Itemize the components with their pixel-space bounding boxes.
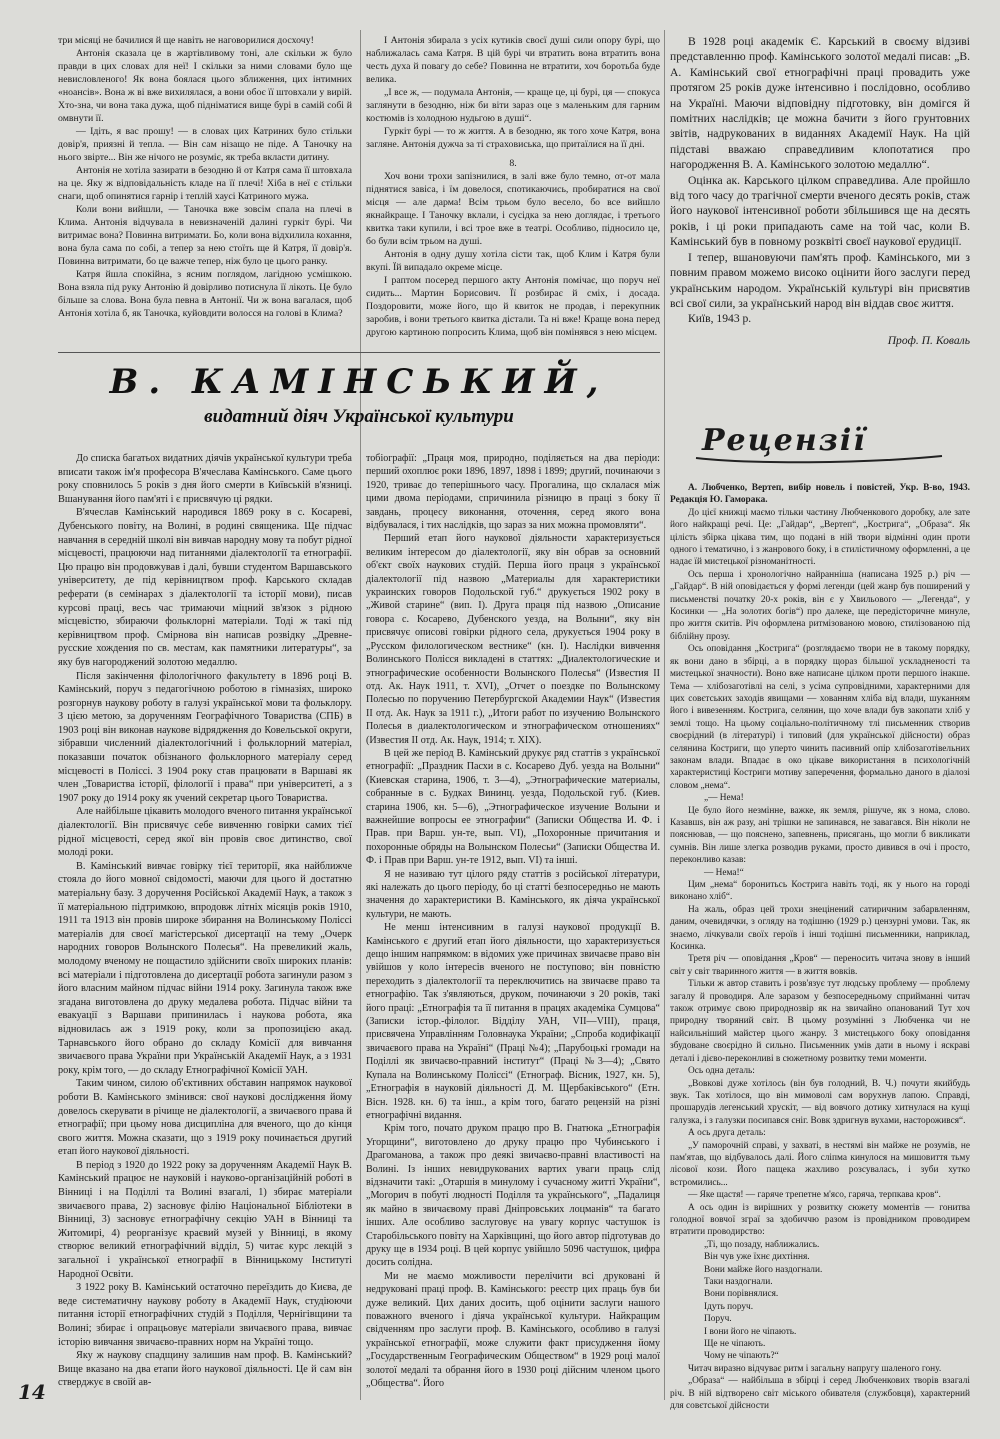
quote-line: Ще не чіпають. <box>704 1339 766 1350</box>
paragraph: З 1922 року В. Камінський остаточно переїздить до Києва, де веде систематичну наукову роботу в Академії Наук, студіюючи питання історії етнографічних студій з Поділля, Чернігівщини та Волині; збирає і опрацьовує матеріали звичаєвого права, вивчає історію вивчання звичаєво-правних норм на Україні тощо. <box>58 1282 352 1348</box>
paragraph: Але найбільше цікавить молодого вченого питання української діалектології. Він присвячує себе вивченню говірки самих тієї рідної місцевості, серед якої він провів своє дитинство, свої молоді роки. <box>58 806 352 859</box>
paragraph: В'ячеслав Камінський народився 1869 року в с. Косареві, Дубенського повіту, на Волині, в родині священика. Ще підчас навчання в середній школі він вивчав народну мову та побут рідної місцевості, працюючи над питаннями діалектології та етнографії. Цю працю він продовжував і далі, бувши студентом Варшавського університету, де під керівництвом проф. Карського складав реферати (в семінарах з діалектології та історії мови), писав курсові праці, весь час тримаючи міцний зв'язок з рідною місцевістю, збираючи фольклорні матеріали. Тоді ж такі під керівництвом проф. Смірнова він написав розвідку „Древне-русские хождения по св. местам, как памятники литературы“, за яку був нагороджений золотою медаллю. <box>58 507 352 668</box>
paragraph: „У паморочній справі, у захваті, в нестямі він майже не розумів, не пам'ятав, що відбувалось далі. Його сліпма кинулося на мишовиття тьму лісової кози. Його пащека жахливо розсувалась, і зуби хутко встромились... <box>670 1140 970 1188</box>
review-column <box>670 482 970 1412</box>
paragraph: Я не називаю тут цілого ряду статтів з російської літератури, які належать до цього періоду, бо ці статті безпосередньо не мають значення до характеристики В. Камінського, як діяча української культури, не мають. <box>366 868 660 920</box>
paragraph: Антонія в одну душу хотіла сісти так, щоб Клим і Катря були вкупі. Їй випадало окреме місце. <box>366 249 660 273</box>
article-column-1 <box>58 452 352 1390</box>
paragraph: Яку ж наукову спадщину залишив нам проф. В. Камінський? Вище вказано на два етапи його наукової діяльності. Це й сам він стверджує в своїй ав- <box>58 1350 352 1389</box>
paragraph: Ось одна деталь: <box>688 1066 755 1077</box>
paragraph: На жаль, образ цей трохи знецінений сатиричним забарвленням, даним, очевидячки, з огляду на тодішню (1929 р.) цензурні умови. Так, як знаємо, лічкували своїх героїв і інші тодішні письменники, наприклад, Косинка. <box>670 904 970 953</box>
paragraph: В. Камінський вивчає говірку тієї території, яка найближче стояла до його мовної свідомості, маючи для цього й достатню матеріальну базу. З доручення Російської Академії Наук, а також з її матеріальною підтримкою, впродовж літніх місяців років 1910, 1911 та 1913 він провів широке збирання на Волинському Поліссі матеріалів для своєї магістерської дисертації на тему „Очерк народних говоров Волынского Полесья“. На превеликий жаль, молодому вченому не пощастило здійснити своїх широких планів: всі матеріали і підготовлена до дисертації робота загинули разом з його власним майном підчас війни 1914 року. Загинула також вже згадана виготовлена до друку медалева робота. Підчас війни та евакуації з Варшави припинилась і наукова робота, яка відновилась аж з 1919 року, коли за пропозицією акад. Тарнавського його обрано до складу Комісії для вивчання звичаєвого права України при Українській Академії Наук, а з 1931 року, крім того, — до складу Етнографічної Комісії УАН. <box>58 860 352 1076</box>
review-section-title <box>690 418 950 474</box>
quote-line: Поруч. <box>704 1314 732 1325</box>
paragraph: Читач виразно відчуває ритм і загальну напругу шаленого гону. <box>688 1363 942 1374</box>
paragraph: Не менш інтенсивним в галузі наукової продукції В. Камінського є другий етап його діяльности, що характеризується дещо іншим напрямком: в відомих уже причинах звичаєве право він увійшов у коло інтересів вченого не поступово; він повністю переходить з діалектології та переключитись на звичаєве право та етнографію. Так з'являються, друком, починаючи з 20 років, такі його праці: „Етнографія та її питання в працях академіка Сумцова“ (Записки істор.-філолог. Відділу УАН, VII—VIII), праця, присвячена Управлінням Головнаука України; „Спроба кодифікації звичаєвого права на Україні“ (Праці №4); „Парубоцькі громади на Поділлі як звичаєво-правний інститут“ (Праці №3—4); „Свято Купала на Волинському Поліссі“ (Етнограф. Вісник, 1927, кн. 5), „Етнографія в науковій діяльності Д. М. Щербаківського“ (Етн. Вісн. 1928. кн. 6) та інш., а крім того, багато рецензій на різні етнографічні видання. <box>366 922 660 1121</box>
paragraph: „Образа“ — найбільша в збірці і серед Любченкових творів взагалі річ. В ній відтворено світ міського обивателя (службовця), характерний для совєтської дійсности <box>670 1376 970 1412</box>
paragraph: Цим „нема“ боронитьсь Кострига навіть тоді, як у нього на городі виконано хліб“. <box>670 880 970 903</box>
paragraph: три місяці не бачилися й ще навіть не наговорилися досхочу! <box>58 35 314 46</box>
paragraph: Тільки ж автор ставить і розв'язує тут людську проблему — проблему загалу й проводиря. Але заразом у безпосередньому сприйманні читач також отримує свою природнозвір як на звичайно опанований Тут хоч природну творяний світ. В цьому розумінні з Любченка чи не найсильніший майстер цього жанру. З мистецького боку оповідання збудоване своєрідно й сильно. Письменник умів дати в ньому і яскраві деталі і дієво-переконливі в сюжетному розвитку теми моменти. <box>670 979 970 1064</box>
paragraph: Ось перша і хронологічно найранніша (написана 1925 р.) річ — „Гайдар“. В ній оповідається у формі легенди (цей жанр був поширений у письменстві початку 20-х років, він є у Хвильового — „Легенда“, у Косинки — „На золотих богів“) про далеке, ще передісторичне минуле, про життя скитів. Річ оформлена ритмізованою мовою, стилізованою під біблійну прозу. <box>670 569 970 642</box>
paragraph: Третя річ — оповідання „Кров“ — переносить читача знову в інший світ у світ тваринного життя — в життя вовків. <box>670 954 970 977</box>
divider <box>58 352 660 353</box>
paragraph: Гуркіт бурі — то ж життя. А в безодню, як того хоче Катря, вона загляне. Антонія дужча за ті страховиська, що притаїлися на її дні. <box>366 126 660 150</box>
paragraph: Таким чином, силою об'єктивних обставин напрямок наукової роботи В. Камінського змінився: свої наукові дослідження йому довелось скерувати в річище не діалектології, а звичаєвого права й етнографії; при цьому нова дисципліна для вченого, що до кінця свого життя. Можна сказати, що з 1919 року починається другий етап його наукової діяльності. <box>58 1078 352 1158</box>
paragraph: Перший етап його наукової діяльности характеризується великим інтересом до діалектології, яку він обрав за основний об'єкт своїх наукових студій. Перша його праця з української діалектології під назвою „Материалы для характеристики украинских говоров Подольской губ.“ друкується 1902 року в „Живой старине“ (вип. I). Друга праця під назвою „Описание говора с. Косарево, Дубенского уезда, на Волыни“, яку він присвячує описові говірки рідного села, друкується 1904 року в „Русском филологическом вестнике“ (кн. I). Наслідки вивчення Волинського Полісся викладені в статтях: „Диалектологические и этнографические особенности Волынского Полесья“ (Известия II отд. Ак. Наук 1911, т. XVI), „Отчет о поездке по Волынскому Полесью по поручению Петербургской Академии Наук“ (Известия II отд. Ак. Наук за 1911 г.), „Итоги работ по изучению Волынского Полесья в диалектологическом и этнографическом отношениях“ (Известия II отд. Ак. Наук, 1914; т. XIX). <box>366 533 660 746</box>
review-book-line: А. Любченко, Вертеп, вибір новель і повістей, Укр. В-во, 1943. Редакція Ю. Гаморака. <box>670 483 970 506</box>
paragraph: Антонія сказала це в жартівливому тоні, але скільки ж було правди в цих словах для неї! І скільки за ними словами було ще невисловленого! Як вона боялася цього зближення, цих інтимних «ноансів». Вона ж ві вже вихилялася, а вони обоє її штовхали у вирій. Хто-зна, чи вона така дужа, щоб підніматися вище бурі в самій собі й омвнути її. <box>58 48 352 124</box>
paragraph: Після закінчення філологічного факультету в 1896 році В. Камінський, поруч з педагогічною роботою в гімназіях, широко розгорнув наукову роботу в галузі української мови та фольклору. З цією метою, за дорученням Географічного Товариства (СПБ) в 1903 році він виконав наукове відрядження до Ковельської округи, зібравши численний діалектологічний і фольклорний матеріал, показавши початок обізнаного фольклорного матеріалу серед місцевості в Поліссі. З 1904 року став працювати в Варшаві як член „Товариства історії, філології і права“ при університеті, а з 1907 року до 1914 року як учений секретар цього Товариства. <box>58 670 352 804</box>
quote-line: Таки наздогнали. <box>704 1277 773 1287</box>
quote-line: Він чув уже їхнє дихтіння. <box>704 1252 810 1263</box>
column-divider <box>664 30 665 1400</box>
paragraph: — Яке щастя! — гаряче трепетне м'ясо, гаряча, терпкава кров“. <box>688 1190 941 1201</box>
paragraph: Ми не маємо можливости перелічити всі друковані й недруковані праці проф. В. Камінського: реєстр цих праць був би дуже великий. Цих даних досить, щоб оцінити заслуги нашого поважного вченого і діяча української культури. Найкращим свідченням про заслуги проф. В. Камінського, особливо в галузі української етнографії, може служити факт присудження йому „Государственным Географическим Обществом“ в 1929 році малої золотої медалі та обрання його в 1930 році дійсним членом цього „Общества“. Його <box>366 1270 660 1390</box>
paragraph: Ось оповідання „Кострига“ (розглядаємо твори не в такому порядку, як вони дано в збірці, а в порядку щораз більшої ускладненості та мистецької значности). Воно вже написане цілком проти першого інакше. Тема — хлібозаготівлі на селі, з усіма супровідними, характерними для цих совєтських заходів явищами — хованням хліба від влади, шуканням його і вивезенням. Кострига, селянин, що хоче влади був закопати хліб у землі тощо. На цьому соціально-політичному тлі письменник створив своєрідний (в літературі) і типовий (для української дійсности) образ селянина Костриги, що уперто чинить пасивний опір хлібозаготівельних законам влади. Впадає в око цікаве використання в психологічній характеристиці Костриги мотиву заперечення, формально даного в діалозі словом „нема“. <box>670 644 970 791</box>
article-column-2 <box>366 452 660 1390</box>
quote-line: Вони майже його наздогнали. <box>704 1264 823 1275</box>
paragraph: тобіографії: „Праця моя, природно, поділяється на два періоди: перший охоплює роки 1896, 1897, 1898 і 1899; другий, починаючи з 1920, триває до теперішнього часу. Прогалина, що склалася між цими двома періодами, спричинила різницю в праці з боку її завдань, процесу виконання, оточення, серед якого вона відбувалася, і тих наслідків, що зараз за них можна промовляти“. <box>366 453 660 532</box>
paragraph: Катря йшла спокійна, з ясним поглядом, лагідною усмішкою. Вона взяла під руку Антонію й довірливо потиснула її лікоть. Це було більше за слова. Вона була певна в Антонії. Чи ж вона вагалася, щоб Антонія хотіла б, як Таночка, куйовдити волосся на голові в Клима? <box>58 269 352 319</box>
column-divider <box>360 30 361 1400</box>
article-continuation-right <box>670 34 970 348</box>
review-title-text: Рецензії <box>702 423 867 458</box>
quote-line: І вони його не чіпають. <box>704 1326 797 1337</box>
paragraph: А ось один із вирішних у розвитку сюжету моментів — гонитва голодної вовчої зграї за здобиччю разом із провідником проводирем втратити проводирство: <box>670 1202 970 1238</box>
story-column-middle <box>366 34 660 339</box>
paragraph: — Ідіть, я вас прошу! — в словах цих Катриних було стільки довір'я, приязні й тепла. — Він сам нізащо не піде. А Таночку на нього звірте... Він же нічого не розуміє, як треба вкласти дитину. <box>58 126 352 163</box>
paragraph: В цей же період В. Камінський друкує ряд статтів з української етнографії: „Праздник Пасхи в с. Косарево Дуб. уезда на Волыни“ (Киевская старина, 1906, т. 3—4), „Этнографические материалы, собранные в с. Будках Вининц. уезда, Подольской губ. (Киев. старина 1906, кн. 5—6), „Этнографическое изучение Волыни и важнейшие вопросы ее этнографии“ (Записки Общества И. Ф. і Прав. при Варш. ун-те, вып. VI), „Похоронные причитания и похоронные обряды на Волынском Полесьи“ (Записки Общества И. Ф. і Прав при Варш. ун-те 1912, вып. VI) та інші. <box>366 747 660 867</box>
paragraph: „Вовкові дуже хотілось (він був голодний, В. Ч.) почути якийбудь звук. Так хотілося, що він мимоволі сам ворухнув лапою. Справді, прошарудів легенський хрускіт, — від вовчого дотику хитнулася на кущі галузка, і з галузки посипався сніг. Вовк здригнув вухами, насторожився“. <box>670 1078 970 1126</box>
story-column-left <box>58 34 352 320</box>
dateline: Київ, 1943 р. <box>688 312 752 326</box>
paragraph: А ось друга деталь: <box>688 1128 766 1139</box>
paragraph: Оцінка ак. Карського цілком справедлива. Але пройшло від того часу до трагічної смерти вченого десять років, стаж його наукової інтенсивної роботи збільшився ще на десять років, і ці роки припадають саме на той час, коли В. Камінський був в повному розквіті своєї наукової ерудиції. <box>670 173 970 249</box>
paragraph: Коли вони вийшли, — Таночка вже зовсім спала на плечі в Клима. Антонія відчувала в невизначеній далині гуркіт бурі. Чи витримає вона? Повинна витримати. Бо, коли вона відхилила кохання, вона була сама по собі, а тепер за нею стоїть ще й Катря, її довір'я. Повинна витримати, бо це важче тепер, ніж було це цього ранку. <box>58 204 352 267</box>
paragraph: І раптом посеред першого акту Антонія помічає, що поруч неї сидить... Мартин Борисович. Її розбирає й сміх, і досада. Поздоровити, може його, що й квиток не продав, і перекупник заробив, і вони третього квитка дістали. Та ні вже! Краще вона перед другою картиною попросить Клима, щоб він помінявся з нею місцем. <box>366 275 660 338</box>
page-number: 14 <box>18 1380 46 1404</box>
quote-line: — Нема!“ <box>704 867 744 878</box>
quote-line: Чому не чіпають?“ <box>704 1351 779 1362</box>
section-number: 8. <box>509 158 517 169</box>
paragraph: До цієї книжці маємо тільки частину Любченкового доробку, але зате його найкращі речі. Це: „Гайдар“, „Вертеп“, „Кострига“, „Образа“. Як цілість збірка цікава тим, що подані в ній твори відмінні один проти одного і тематично, і з жанрового боку, і в стилістичному оформленні, а це надає їй мистецької різноманітності. <box>670 507 970 568</box>
paragraph: До списка багатьох видатних діячів української культури треба вписати також ім'я професора В'ячеслава Камінського. Саме цього року сповнилось 5 років з дня його смерти в Київській в'язниці. Вшанування його пам'яті і є присвячую ці рядки. <box>58 453 352 505</box>
paragraph: І Антонія збирала з усіх кутиків своєї душі сили опору бурі, що наближалась сама Катря. В цій бурі чи втратить вона втратить вона честь духа й повагу до себе? Повинна не втратити, хоч боротьба буде велика. <box>366 35 660 85</box>
quote-line: Вони порівнялися. <box>704 1289 779 1300</box>
article-subheadline: видатний діяч Української культури <box>204 406 514 427</box>
author-signature: Проф. П. Коваль <box>887 333 970 347</box>
paragraph: І тепер, вшановуючи пам'ять проф. Камінського, ми з повним правом можемо високо оцінити його заслуги перед українським народом. Українській культурі він присвятив всі свої сили, за український народ він віддав своє життя. <box>670 250 970 310</box>
quote-line: „— Нема! <box>704 793 744 804</box>
quote-line: Ідуть поруч. <box>704 1301 754 1312</box>
paragraph: В період з 1920 до 1922 року за дорученням Академії Наук В. Камінський працює не науковій і науково-організаційній роботі в Вінниці і на Поділлі та Волині взагалі, 1) збирає матеріали звичаєвого права, 2) засновує філію Національної Бібліотеки в Вінниці, 3) засновує етнографічну секцію УАН в Вінниці та Житомирі, 4) реорганізує краєвий музей у Вінниці, в якому створює великий етнографічний відділ, 5) читає курс лекцій з загальної і української етнографії в Вінницькому Інституті Народної Освіти. <box>58 1159 352 1280</box>
paragraph: Це було його незмінне, важке, як земля, рішуче, як з нома, слово. Казавшs, він аж разу, ані трішки не запинався, не завагався. Він ніколи не пояснював, — що пояснено, запевнень, присягань, що могли б викликати сумнів. Він лише злегка розводив руками, просто дивився в очі і просто, переконливо казав: <box>670 805 970 866</box>
paragraph: В 1928 році академік Є. Карський в своєму відзиві представленню проф. Камінського золотої медалі писав: „В. А. Камінський свої етнографічні праці провадить уже протягом 25 років дуже інтенсивно і послідовно, особливо на Україні. Маючи відповідну підготовку, він домігся й помітних наслідків; це можна бачити з його грунтовних звітів, надрукованих в виданнях Академії Наук. На цій підставі вважаю справедливим клопотатися про нагородження В. А. Камінського золотою медаллю“. <box>670 35 970 172</box>
paragraph: „І все ж, — подумала Антонія, — краще це, ці бурі, ця — спокуса заглянути в безодню, ніж би віти зараз оце з маленьким для гарним костюмів із холодною нудьгою в душі“. <box>366 87 660 124</box>
paragraph: Антонія не хотіла зазирати в безодню й от Катря сама її штовхала на це. Яку ж відповідальність кладе на її плечі! Хіба в неї є стільки снаги, щоб опинятися гарнір і теплій хаусі Катриного мужа. <box>58 165 352 202</box>
quote-line: „Ті, що позаду, наближались. <box>704 1239 820 1250</box>
article-headline: В. КАМІНСЬКИЙ, <box>109 362 609 402</box>
paragraph: Хоч вони трохи запізнилися, в залі вже було темно, от-от мала піднятися завіса, і їм довелося, спотикаючись, пробиратися на свої місця — але дарма! Всім трьом було весело, бо все вийшло якнайкраще. І Таночку вклали, і сусідка за нею доглядає, і третього квитка таки купили, і всі трое вже в театрі. Особливо, підносило це, бо були всім трьом на душі. <box>366 171 660 247</box>
paragraph: Крім того, почато друком працю про В. Гнатюка „Етнографія Угорщини“, виготовлено до друку працю про Чубинського і Драгоманова, а також про деякі звичаєво-правні властивості на Волині. Із інших невидрукованих вартих уваги праць слід відзначити такі: „Отаршія в минулому і сучасному житті України“, „Могорич в побуті людності Поділля та українського“, „Падалиця як майно в звичаєвому праві Дніпровських лоцманів“ та багато інших. Але особливо заслуговує на увагу корпус частушок із Старобільського повіту на Харківщині, що його автор підготував до друку ще в 1934 році. В цей корпус увійшло 5096 частушок, цифра досить солідна. <box>366 1123 660 1269</box>
